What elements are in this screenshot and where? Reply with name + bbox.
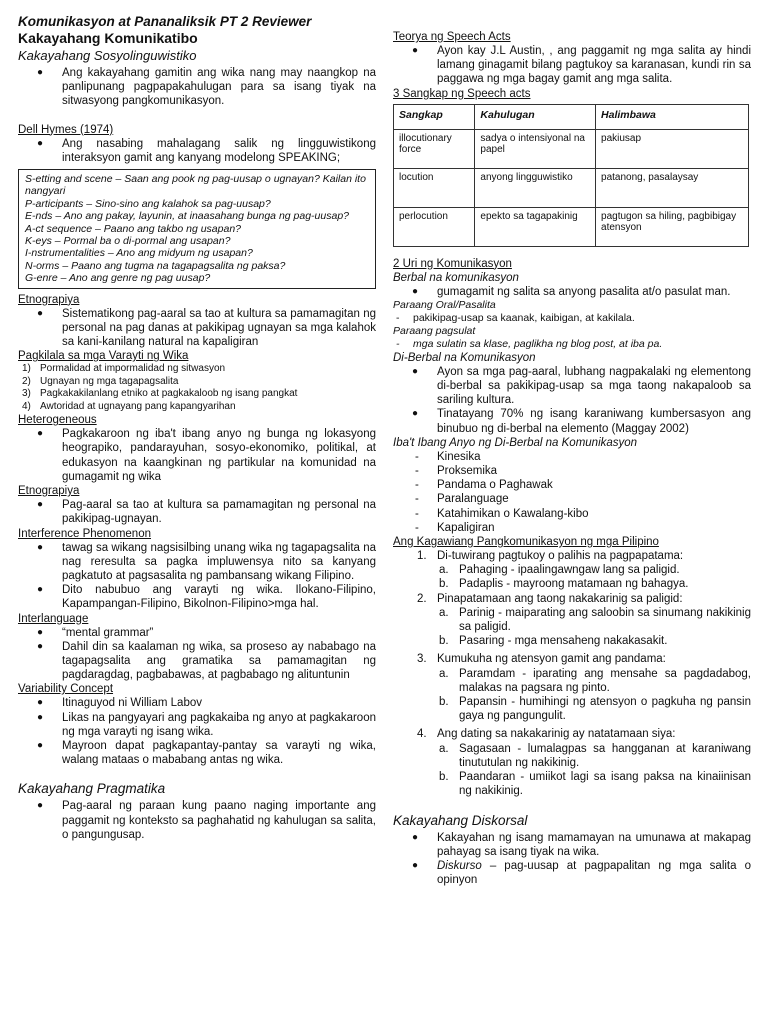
heading-interlanguage: Interlanguage [18, 612, 89, 625]
speaking-model-box [18, 169, 376, 289]
kagawian-subitem: b. Padaplis - mayroong matamaan ng bahagya. [439, 578, 689, 591]
left-column [18, 0, 376, 842]
section-title: Kakayahang Komunikatibo [18, 30, 198, 46]
table-cell: locution [394, 168, 475, 207]
bullet-speech-acts: ● Ayon kay J.L Austin, , ang paggamit ng mga salita ay hindi lamang ginagamit bilang pagtukoy sa karanasan, kundi rin sa paggawa ng mga bagay gamit ang mga salita. [393, 44, 751, 87]
table-header: Sangkap [394, 104, 475, 129]
anyo-item: - Proksemika [393, 464, 751, 478]
anyo-item: - Kinesika [393, 450, 751, 464]
speaking-n: N-orms – Paano ang tugma na tagapagsalita ng paksa? [25, 259, 286, 272]
bullet-berbal: ● gumagamit ng salita sa anyong pasalita at/o pasulat man. [393, 285, 751, 299]
varayti-item: 2) Ugnayan ng mga tagapagsalita [22, 375, 179, 387]
kagawian-subitem: b. Paandaran - umiikot lagi sa isang paksa na kinaiinisan ng nakikinig. [439, 771, 751, 798]
kagawian-item: 4. Ang dating sa nakakarinig ay natatamaan siya: [417, 728, 676, 741]
bullet-diberbal: ● Tinatayang 70% ng isang karaniwang kumbersasyon ang binubuo ng di-berbal na elemento (Maggay 2002) [393, 407, 751, 435]
diskurso-definition: – pag-uusap at pagpapalitan ng mga salita o opinyon [437, 859, 751, 887]
table-cell: pagtugon sa hiling, pagbibigay atensyon [596, 207, 749, 246]
table-row [394, 129, 749, 168]
varayti-item: 4) Awtoridad at ugnayang pang kapangyarihan [22, 400, 236, 412]
speaking-p: P-articipants – Sino-sino ang kalahok sa pag-uusap? [25, 197, 271, 210]
kagawian-item: 1. Di-tuwirang pagtukoy o palihis na pagpapatama: [417, 550, 684, 563]
bullet-pragmatika: ● Pag-aaral ng paraan kung paano naging importante ang paggamit ng konteksto sa paghahatid ng kahulugan sa salita, o pangungusap. [18, 799, 376, 842]
speaking-e: E-nds – Ano ang pakay, layunin, at inaasahang bunga ng pag-uusap? [25, 210, 349, 223]
kagawian-subitem: b. Papansin - humihingi ng atensyon o pagkuha ng pansin gaya ng pangungulit. [439, 696, 751, 723]
bullet-diberbal: ● Ayon sa mga pag-aaral, lubhang nagpakalaki ng elementong di-berbal sa pakikipag-usap sa mga taong nakapaloob sa sariling kultura. [393, 365, 751, 408]
diskurso-term: Diskurso [437, 859, 482, 872]
heading-etnograpiya-1: Etnograpiya [18, 293, 80, 306]
bullet-interference: ● tawag sa wikang nagsisilbing unang wika ng tagapagsalita na nag reresulta sa pagka impluwensya nito sa kanyang pagkatuto at pagsasalita ng pambansang wikang Filipino. [18, 541, 376, 584]
table-header-row [394, 104, 749, 129]
heading-kagawian: Ang Kagawiang Pangkomunikasyon ng mga Pilipino [393, 536, 659, 549]
bullet-interlanguage: ● “mental grammar” [18, 626, 376, 640]
heading-diberbal: Di-Berbal na Komunikasyon [393, 351, 536, 364]
anyo-item: - Katahimikan o Kawalang-kibo [393, 507, 751, 521]
table-cell: pakiusap [596, 129, 749, 168]
heading-heterogeneous: Heterogeneous [18, 414, 97, 427]
bullet-sosyo: ● Ang kakayahang gamitin ang wika nang may naangkop na panlipunang pagpapakahulugan para sa isang tiyak na sitwasyong pangkomunikasyon. [18, 66, 376, 109]
table-cell: epekto sa tagapakinig [475, 207, 596, 246]
kagawian-subitem: a. Paramdam - iparating ang mensahe sa pagdadabog, malakas na pagsara ng pinto. [439, 667, 751, 694]
kagawian-subitem: a. Pahaging - ipaalingawngaw lang sa paligid. [439, 564, 680, 577]
heading-diskorsal: Kakayahang Diskorsal [393, 812, 528, 828]
dash-pasulat: - mga sulatin sa klase, paglikha ng blog post, at iba pa. [393, 338, 751, 351]
heading-etnograpiya-2: Etnograpiya [18, 485, 80, 498]
table-cell: patanong, pasalaysay [596, 168, 749, 207]
table-cell: anyong lingguwistiko [475, 168, 596, 207]
table-cell: perlocution [394, 207, 475, 246]
heading-sosyolinguwistiko: Kakayahang Sosyolinguwistiko [18, 48, 197, 63]
heading-berbal: Berbal na komunikasyon [393, 271, 519, 284]
heading-pragmatika: Kakayahang Pragmatika [18, 781, 166, 797]
bullet-variability: ● Itinaguyod ni William Labov [18, 696, 376, 710]
table-cell: illocutionary force [394, 129, 475, 168]
bullet-interference: ● Dito nabubuo ang varayti ng wika. Ilokano-Filipino, Kapampangan-Filipino, Bikolnon-Filipino>mga hal. [18, 583, 376, 611]
kagawian-subitem: a. Parinig - maiparating ang saloobin sa sinumang nakikinig sa paligid. [439, 606, 751, 634]
heading-interference: Interference Phenomenon [18, 527, 151, 540]
heading-uri: 2 Uri ng Komunikasyon [393, 257, 512, 270]
speaking-a: A-ct sequence – Paano ang takbo ng usapan? [25, 222, 241, 235]
document-title: Komunikasyon at Pananaliksik PT 2 Reviewer [18, 14, 312, 29]
bullet-etnograpiya-2: ● Pag-aaral sa tao at kultura sa pamamagitan ng personal na pakikipag-ugnayan. [18, 498, 376, 526]
right-column [393, 0, 751, 887]
heading-dell-hymes: Dell Hymes (1974) [18, 123, 114, 136]
bullet-diskorsal: ● Kakayahan ng isang mamamayan na umunawa at makapag pahayag sa isang tiyak na wika. [393, 831, 751, 859]
anyo-item: - Pandama o Paghawak [393, 478, 751, 492]
anyo-item: - Paralanguage [393, 492, 751, 506]
anyo-item: - Kapaligiran [393, 521, 751, 535]
kagawian-item: 2. Pinapatamaan ang taong nakakarinig sa paligid: [417, 592, 683, 605]
bullet-variability: ● Likas na pangyayari ang pagkakaiba ng anyo at pagkakaroon ng mga varayti ng isang wika. [18, 711, 376, 739]
bullet-interlanguage: ● Dahil din sa kaalaman ng wika, sa proseso ay nababago na tagapagsalita ang gramatika sa pamamagitan ng pagdaragdag, pagbabawas, at pagbabago ng alituntunin [18, 640, 376, 683]
heading-sangkap: 3 Sangkap ng Speech acts [393, 87, 531, 100]
table-row [394, 207, 749, 246]
dash-oral: - pakikipag-usap sa kaanak, kaibigan, at kakilala. [393, 312, 751, 325]
kagawian-subitem: b. Pasaring - mga mensaheng nakakasakit. [439, 635, 668, 648]
varayti-item: 3) Pagkakakilanlang etniko at pagkakaloob ng isang pangkat [22, 388, 298, 400]
varayti-item: 1) Pormalidad at impormalidad ng sitwasyon [22, 363, 226, 375]
table-header: Halimbawa [596, 104, 749, 129]
bullet-diskurso [393, 859, 751, 887]
speaking-g: G-enre – Ano ang genre ng pag uusap? [25, 272, 211, 285]
speaking-i: I-nstrumentalities – Ano ang midyum ng usapan? [25, 247, 253, 260]
table-row [394, 168, 749, 207]
kagawian-subitem: a. Sagasaan - lumalagpas sa hangganan at karaniwang tinututulan ng nakikinig. [439, 742, 751, 769]
heading-pasulat: Paraang pagsulat [393, 324, 476, 337]
bullet-etnograpiya-1: ● Sistematikong pag-aaral sa tao at kultura sa pamamagitan ng personal na pag danas at pakikipag ugnayan sa mga kalahok sa kani-kanilang natural na kapaligiran [18, 307, 376, 350]
bullet-heterogeneous: ● Pagkakaroon ng iba't ibang anyo ng bunga ng lokasyong heograpiko, pandarayuhan, sosyo-ekonomiko, politikal, at edukasyon na kaangkinan ng partikular na komunidad na gumagamit ng wika [18, 427, 376, 484]
heading-variability: Variability Concept [18, 683, 114, 696]
heading-varayti: Pagkilala sa mga Varayti ng Wika [18, 350, 189, 363]
bullet-hymes: ● Ang nasabing mahalagang salik ng lingguwistikong interaksyon gamit ang kanyang modelong SPEAKING; [18, 137, 376, 165]
heading-speech-acts: Teorya ng Speech Acts [393, 31, 511, 43]
speaking-s: S-etting and scene – Saan ang pook ng pag-uusap o ugnayan? Kailan ito nangyari [25, 173, 366, 198]
speech-acts-table [393, 104, 749, 247]
heading-anyo: Iba't Ibang Anyo ng Di-Berbal na Komunikasyon [393, 436, 638, 449]
kagawian-item: 3. Kumukuha ng atensyon gamit ang pandama: [417, 653, 666, 666]
speaking-k: K-eys – Pormal ba o di-pormal ang usapan? [25, 235, 231, 248]
table-cell: sadya o intensiyonal na papel [475, 129, 596, 168]
table-header: Kahulugan [475, 104, 596, 129]
heading-oral: Paraang Oral/Pasalita [393, 298, 496, 311]
bullet-variability: ● Mayroon dapat pagkapantay-pantay sa varayti ng wika, walang mataas o mababang antas ng wika. [18, 739, 376, 767]
